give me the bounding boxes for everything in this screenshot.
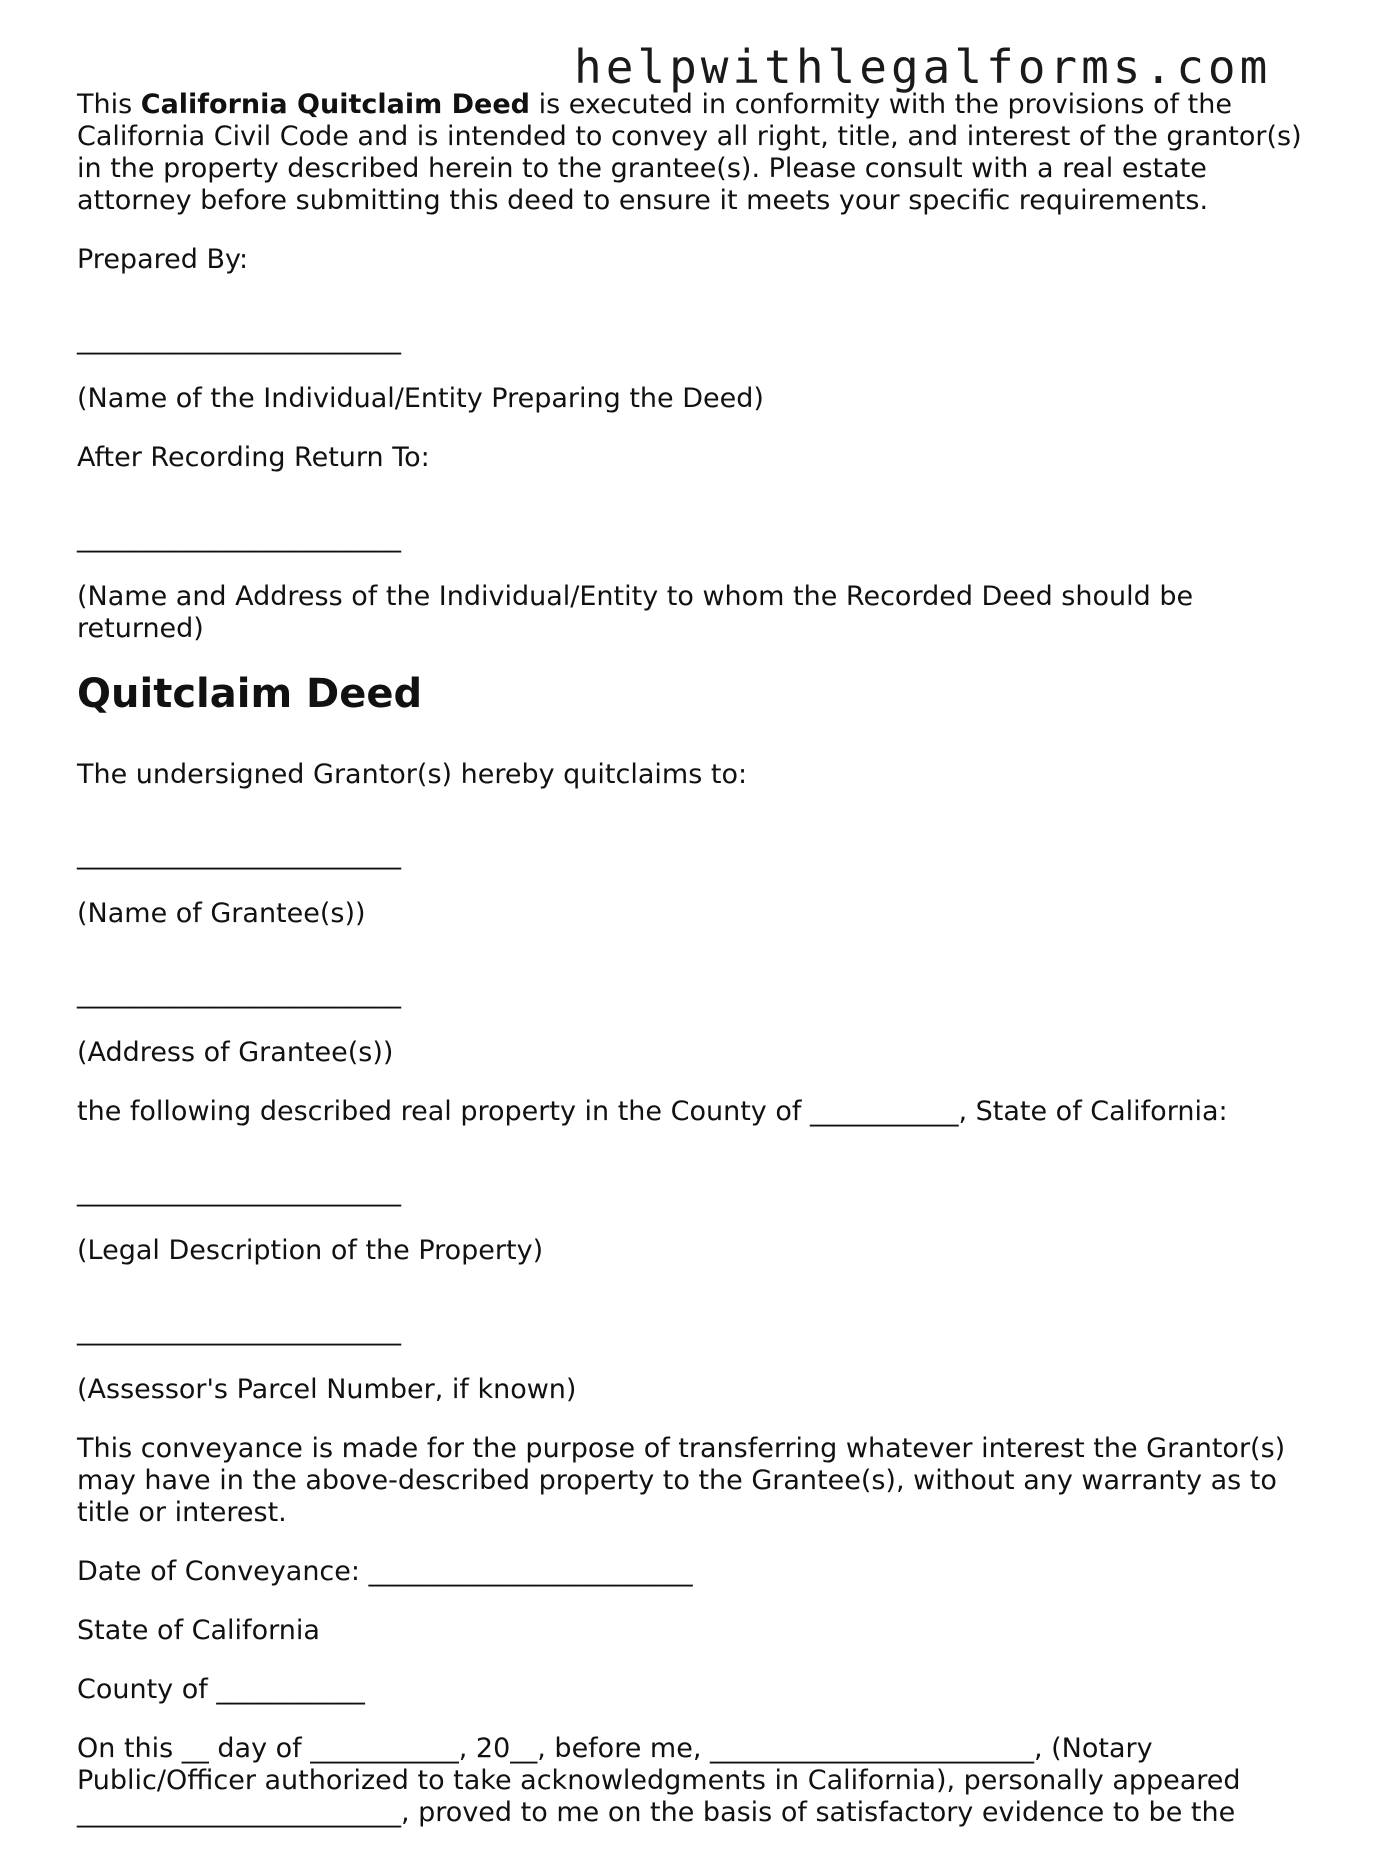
notary-acknowledgment: On this __ day of ___________, 20__, before me, ________________________, (Notary Public/Officer authorized to take acknowledgments in California), personally appeared ________________________, proved to me on the basis of satisfactory evidence to be the (77, 1733, 1241, 1828)
form-name: California Quitclaim Deed (140, 89, 530, 120)
grantee-name-blank[interactable]: ________________________ (77, 839, 401, 870)
parcel-number-blank[interactable]: ________________________ (77, 1315, 401, 1346)
intro-paragraph: This California Quitclaim Deed is executed in conformity with the provisions of the California Civil Code and is intended to convey all right, title, and interest of the grantor(s) in the property described herein to the grantee(s). Please consult with a real estate attorney before submitting this deed to ensure it meets your specific requirements. (77, 89, 1302, 216)
property-county-line: the following described real property in the County of ___________, State of California: (77, 1096, 1228, 1127)
prepared-by-caption: (Name of the Individual/Entity Preparing the Deed) (77, 383, 764, 414)
county-blank[interactable]: ___________ (216, 1674, 365, 1705)
date-of-conveyance-blank[interactable]: ________________________ (368, 1556, 693, 1587)
date-of-conveyance-line: Date of Conveyance: ________________________ (77, 1556, 693, 1587)
state-line: State of California (77, 1615, 320, 1646)
county-line: County of ___________ (77, 1674, 365, 1705)
conveyance-purpose: This conveyance is made for the purpose of transferring whatever interest the Grantor(s) may have in the above-described property to the Grantee(s), without any warranty as to title or interest. (77, 1433, 1286, 1528)
notary-day-blank[interactable]: __ (181, 1733, 209, 1764)
prepared-by-blank[interactable]: ________________________ (77, 324, 401, 355)
grantee-address-caption: (Address of Grantee(s)) (77, 1037, 394, 1068)
watermark: helpwithlegalforms.com (574, 40, 1272, 94)
return-to-blank[interactable]: ________________________ (77, 522, 401, 553)
prepared-by-label: Prepared By: (77, 244, 249, 275)
grantee-address-blank[interactable]: ________________________ (77, 978, 401, 1009)
parcel-number-caption: (Assessor's Parcel Number, if known) (77, 1374, 577, 1405)
deed-title: Quitclaim Deed (77, 671, 423, 717)
notary-month-blank[interactable]: ___________ (310, 1733, 459, 1764)
notary-year-blank[interactable]: __ (510, 1733, 538, 1764)
return-to-label: After Recording Return To: (77, 442, 430, 473)
document-page (77, 89, 1317, 1856)
notary-officer-blank[interactable]: ________________________ (709, 1733, 1034, 1764)
grantee-name-caption: (Name of Grantee(s)) (77, 898, 366, 929)
notary-appeared-blank[interactable]: ________________________ (77, 1797, 401, 1828)
return-to-caption: (Name and Address of the Individual/Entity to whom the Recorded Deed should be returned) (77, 581, 1194, 644)
legal-description-blank[interactable]: ________________________ (77, 1176, 401, 1207)
quitclaims-to-text: The undersigned Grantor(s) hereby quitclaims to: (77, 759, 748, 790)
legal-description-caption: (Legal Description of the Property) (77, 1235, 544, 1266)
property-county-blank[interactable]: ___________ (809, 1096, 959, 1127)
